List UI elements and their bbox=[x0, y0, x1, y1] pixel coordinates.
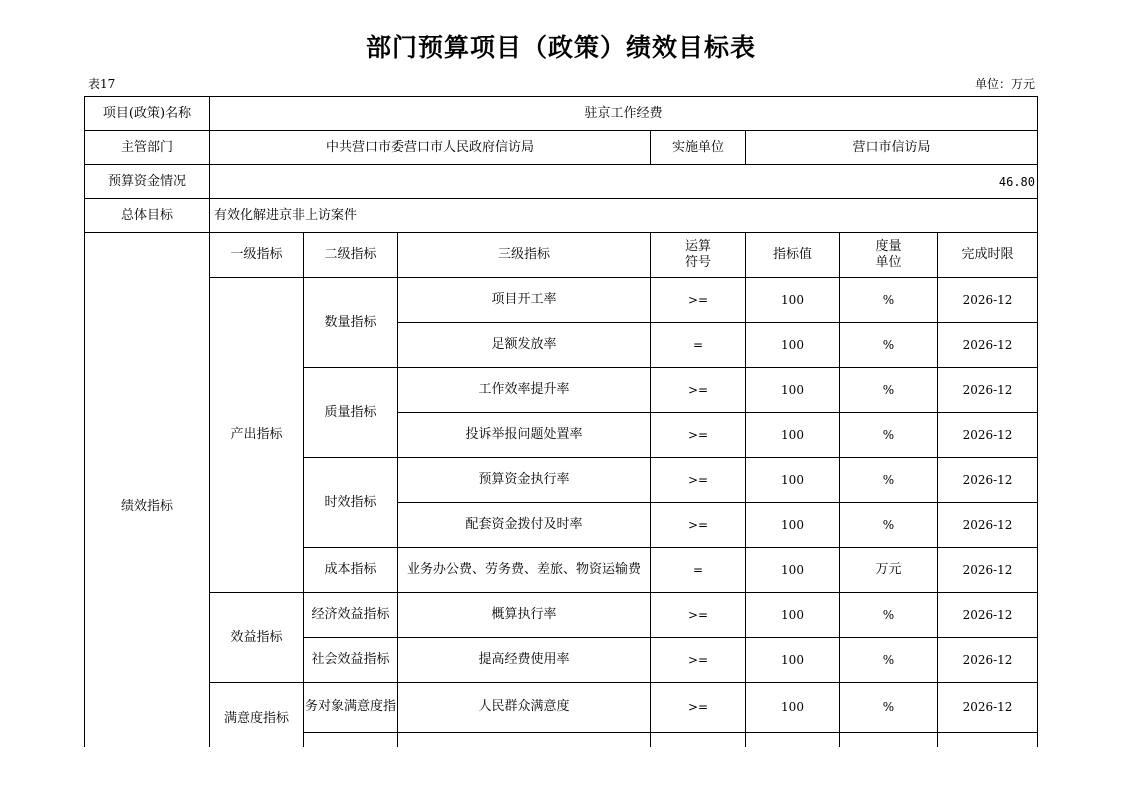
indicator-operator: = bbox=[651, 323, 746, 368]
group-service-satisfaction: 务对象满意度指 bbox=[304, 683, 398, 733]
performance-table bbox=[84, 96, 1038, 747]
overall-goal-value: 有效化解进京非上访案件 bbox=[210, 199, 1038, 233]
table-row bbox=[85, 278, 1038, 323]
indicator-operator: >= bbox=[651, 278, 746, 323]
indicator-value: 100 bbox=[746, 638, 840, 683]
indicator-operator: >= bbox=[651, 593, 746, 638]
group-social: 社会效益指标 bbox=[304, 638, 398, 683]
indicator-unit: 万元 bbox=[840, 548, 938, 593]
group-benefit: 效益指标 bbox=[210, 593, 304, 683]
header-value: 指标值 bbox=[746, 233, 840, 278]
indicator-name: 人民群众满意度 bbox=[398, 683, 651, 733]
indicator-unit: % bbox=[840, 503, 938, 548]
indicator-deadline: 2026-12 bbox=[938, 683, 1038, 733]
indicator-name: 投诉举报问题处置率 bbox=[398, 413, 651, 458]
indicator-name: 项目开工率 bbox=[398, 278, 651, 323]
indicator-unit: % bbox=[840, 683, 938, 733]
indicator-deadline: 2026-12 bbox=[938, 548, 1038, 593]
indicator-name: 概算执行率 bbox=[398, 593, 651, 638]
indicator-name: 提高经费使用率 bbox=[398, 638, 651, 683]
performance-table-viewport bbox=[84, 96, 1038, 747]
indicator-value: 100 bbox=[746, 323, 840, 368]
indicator-unit: % bbox=[840, 458, 938, 503]
indicator-value: 100 bbox=[746, 458, 840, 503]
group-economic: 经济效益指标 bbox=[304, 593, 398, 638]
unit-label: 单位：万元 bbox=[974, 77, 1035, 91]
indicator-unit: % bbox=[840, 323, 938, 368]
budget-label: 预算资金情况 bbox=[85, 165, 210, 199]
indicator-deadline: 2026-12 bbox=[938, 458, 1038, 503]
group-satisfaction: 满意度指标 bbox=[210, 683, 304, 748]
indicator-value: 100 bbox=[746, 278, 840, 323]
header-operator: 运算 符号 bbox=[651, 233, 746, 278]
indicator-name: 业务办公费、劳务费、差旅、物资运输费 bbox=[398, 548, 651, 593]
indicator-operator: >= bbox=[651, 638, 746, 683]
indicator-name: 足额发放率 bbox=[398, 323, 651, 368]
indicator-name: 预算资金执行率 bbox=[398, 458, 651, 503]
kpi-section-label: 绩效指标 bbox=[85, 233, 210, 748]
group-cost: 成本指标 bbox=[304, 548, 398, 593]
kpi-header-row bbox=[85, 233, 1038, 278]
header-level3: 三级指标 bbox=[398, 233, 651, 278]
table-row bbox=[85, 593, 1038, 638]
indicator-operator: = bbox=[651, 548, 746, 593]
indicator-deadline: 2026-12 bbox=[938, 593, 1038, 638]
header-level1: 一级指标 bbox=[210, 233, 304, 278]
indicator-name: 配套资金拨付及时率 bbox=[398, 503, 651, 548]
indicator-unit: % bbox=[840, 638, 938, 683]
indicator-value: 100 bbox=[746, 593, 840, 638]
indicator-deadline: 2026-12 bbox=[938, 413, 1038, 458]
header-level2: 二级指标 bbox=[304, 233, 398, 278]
indicator-name: 工作效率提升率 bbox=[398, 368, 651, 413]
header-deadline: 完成时限 bbox=[938, 233, 1038, 278]
table-row bbox=[85, 683, 1038, 733]
implementing-unit-label: 实施单位 bbox=[651, 131, 746, 165]
indicator-deadline: 2026-12 bbox=[938, 503, 1038, 548]
indicator-operator: >= bbox=[651, 503, 746, 548]
department-value: 中共营口市委营口市人民政府信访局 bbox=[210, 131, 651, 165]
project-name-value: 驻京工作经费 bbox=[210, 97, 1038, 131]
indicator-value: 100 bbox=[746, 368, 840, 413]
group-output: 产出指标 bbox=[210, 278, 304, 593]
table-number: 表17 bbox=[88, 77, 116, 91]
budget-value: 46.80 bbox=[210, 165, 1038, 199]
indicator-unit: % bbox=[840, 278, 938, 323]
indicator-value: 100 bbox=[746, 503, 840, 548]
indicator-deadline: 2026-12 bbox=[938, 323, 1038, 368]
indicator-unit: % bbox=[840, 593, 938, 638]
group-quantity: 数量指标 bbox=[304, 278, 398, 368]
budget-row bbox=[85, 165, 1038, 199]
indicator-deadline: 2026-12 bbox=[938, 368, 1038, 413]
indicator-operator: >= bbox=[651, 458, 746, 503]
implementing-unit-value: 营口市信访局 bbox=[746, 131, 1038, 165]
indicator-operator: >= bbox=[651, 683, 746, 733]
group-quality: 质量指标 bbox=[304, 368, 398, 458]
indicator-value: 100 bbox=[746, 683, 840, 733]
overall-goal-label: 总体目标 bbox=[85, 199, 210, 233]
page-title: 部门预算项目（政策）绩效目标表 bbox=[365, 33, 756, 62]
indicator-value: 100 bbox=[746, 548, 840, 593]
group-timeliness: 时效指标 bbox=[304, 458, 398, 548]
indicator-operator: >= bbox=[651, 413, 746, 458]
project-name-row bbox=[85, 97, 1038, 131]
indicator-operator: >= bbox=[651, 368, 746, 413]
header-unit: 度量 单位 bbox=[840, 233, 938, 278]
department-label: 主管部门 bbox=[85, 131, 210, 165]
project-name-label: 项目(政策)名称 bbox=[85, 97, 210, 131]
indicator-deadline: 2026-12 bbox=[938, 638, 1038, 683]
indicator-unit: % bbox=[840, 413, 938, 458]
indicator-deadline: 2026-12 bbox=[938, 278, 1038, 323]
indicator-unit: % bbox=[840, 368, 938, 413]
department-row bbox=[85, 131, 1038, 165]
overall-goal-row bbox=[85, 199, 1038, 233]
indicator-value: 100 bbox=[746, 413, 840, 458]
